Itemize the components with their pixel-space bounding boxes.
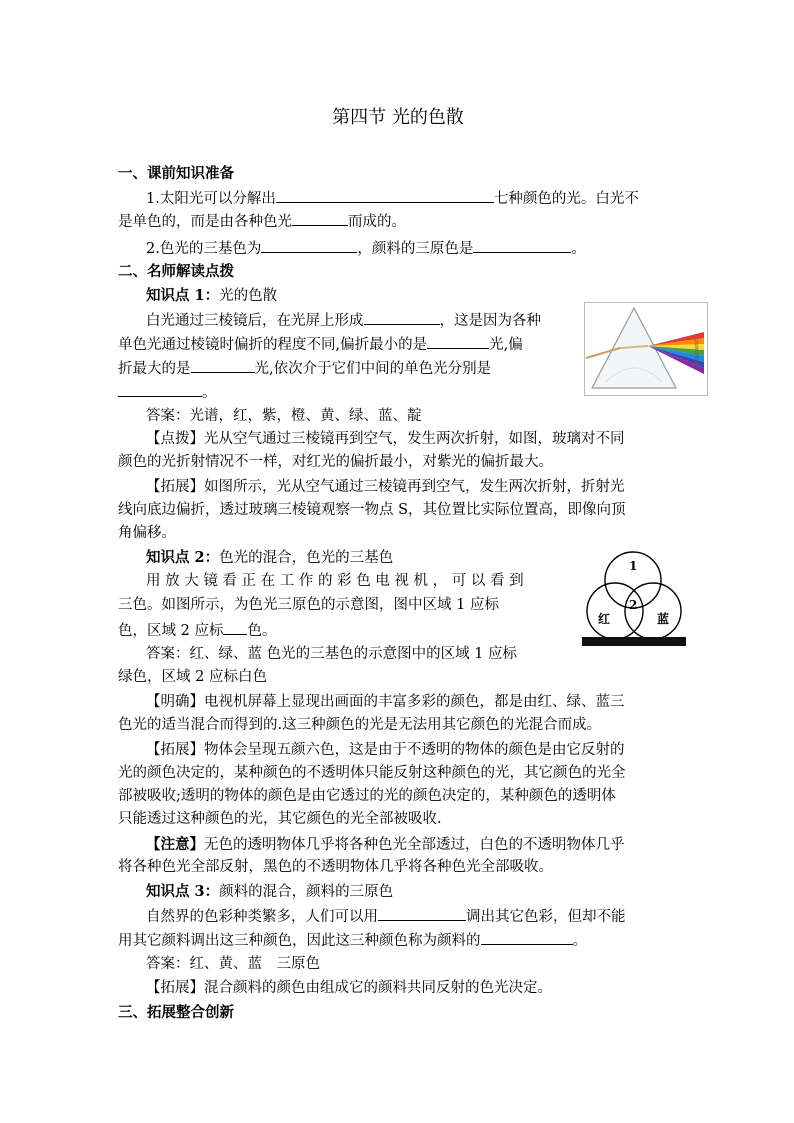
section1-heading: 一、课前知识准备 [118,165,234,182]
blank-pigment-primaries[interactable] [473,236,571,253]
blank-mix[interactable] [292,209,348,226]
venn-label-left: 红 [598,612,611,626]
section2-heading: 二、名师解读点拨 [118,263,234,280]
k3-line2: 用其它颜料调出这三种颜色，因此这三种颜色称为颜料的 。 [118,928,587,953]
q1-line1: 1.太阳光可以分解出 七种颜色的光。白光不 [146,186,639,211]
k1-heading: 知识点 1：光的色散 [146,287,278,304]
blank-most-deflected[interactable] [191,356,255,373]
blank-middle-colors[interactable] [118,380,202,397]
k1-line1: 白光通过三棱镜后，在光屏上形成 ，这是因为各种 [146,308,541,333]
k2-note-line2: 将各种色光全部反射，黑色的不透明物体几乎将各种色光全部吸收。 [118,859,553,875]
blank-pigment-names[interactable] [378,904,466,921]
venn-label-right: 蓝 [657,612,670,626]
k2-heading: 知识点 2：色光的混合，色光的三基色 [146,549,394,566]
k2-clear-line2: 色光的适当混合而得到的.这三种颜色的光是无法用其它颜色的光混合而成。 [118,717,602,733]
blank-spectrum[interactable] [364,308,440,325]
blank-light-primaries[interactable] [261,236,357,253]
prism-dispersion-figure [584,302,708,396]
k2-ext-line4: 只能透过这种颜色的光，其它颜色的光全部被吸收. [118,811,442,827]
k2-answer-line1: 答案：红、绿、蓝 色光的三基色的示意图中的区域 1 应标 [146,646,518,662]
k3-line1: 自然界的色彩种类繁多，人们可以用 调出其它色彩，但却不能 [146,904,626,929]
k1-tip-line1: 【点拨】光从空气通过三棱镜再到空气，发生两次折射，如图，玻璃对不同 [146,431,625,447]
k1-tip-line2: 颜色的光折射情况不一样，对红光的偏折最小，对紫光的偏折最大。 [118,454,553,470]
k3-ext-line1: 【拓展】混合颜料的颜色由组成它的颜料共同反射的色光决定。 [146,980,552,996]
k2-ext-line2: 光的颜色决定的，某种颜色的不透明体只能反射这种颜色的光，其它颜色的光全 [118,765,626,781]
k1-ext-line1: 【拓展】如图所示，光从空气通过三棱镜再到空气，发生两次折射，折射光 [146,479,625,495]
section3-heading: 三、拓展整合创新 [118,1004,234,1021]
k2-clear-line1: 【明确】电视机屏幕上显现出画面的丰富多彩的颜色，都是由红、绿、蓝三 [146,694,625,710]
k1-line2: 单色光通过棱镜时偏折的程度不同,偏折最小的是 光,偏 [118,332,523,357]
prism-color-order-caption: 红橙黄绿蓝靛紫 [693,338,699,371]
blank-region2[interactable] [223,618,247,635]
light-primaries-venn-figure [574,549,686,651]
q1-line2: 是单色的，而是由各种色光 而成的。 [118,209,406,234]
k2-ext-line1: 【拓展】物体会呈现五颜六色，这是由于不透明的物体的颜色是由它反射的 [146,742,625,758]
k2-line1: 用 放 大 镜 看 正 在 工 作 的 彩 色 电 视 机 ， 可 以 看 到 [146,573,524,589]
k2-answer-line2: 绿色，区域 2 应标白色 [118,669,267,685]
q2-line: 2.色光的三基色为 ，颜料的三原色是 。 [146,236,586,261]
venn-region-2: 2 [629,598,638,612]
k2-ext-line3: 部被吸收;透明的物体的颜色是由它透过的光的颜色决定的，某种颜色的透明体 [118,788,616,804]
k1-ext-line3: 角偏移。 [118,525,176,541]
blank-pigment-term[interactable] [481,928,573,945]
k1-line3: 折最大的是 光,依次介于它们中间的单色光分别是 [118,356,491,381]
k3-answer: 答案：红、黄、蓝 三原色 [146,956,320,972]
k1-line4: 。 [118,380,217,405]
blank-seven-colors[interactable] [276,186,494,203]
blank-least-deflected[interactable] [427,332,489,349]
k1-ext-line2: 线向底边偏折，透过玻璃三棱镜观察一物点 S，其位置比实际位置高，即像向顶 [118,502,626,518]
k2-line2: 三色。如图所示，为色光三原色的示意图，图中区域 1 应标 [118,597,499,613]
k2-line3: 色，区域 2 应标 色。 [118,618,276,643]
k1-answer: 答案：光谱，红，紫，橙、黄、绿、蓝、靛 [146,408,422,424]
page-title: 第四节 光的色散 [332,107,464,128]
venn-region-1: 1 [629,559,638,573]
k3-heading: 知识点 3：颜料的混合，颜料的三原色 [146,883,394,900]
k2-note-line1: 【注意】无色的透明物体几乎将各种色光全部透过，白色的不透明物体几乎 [146,836,625,853]
